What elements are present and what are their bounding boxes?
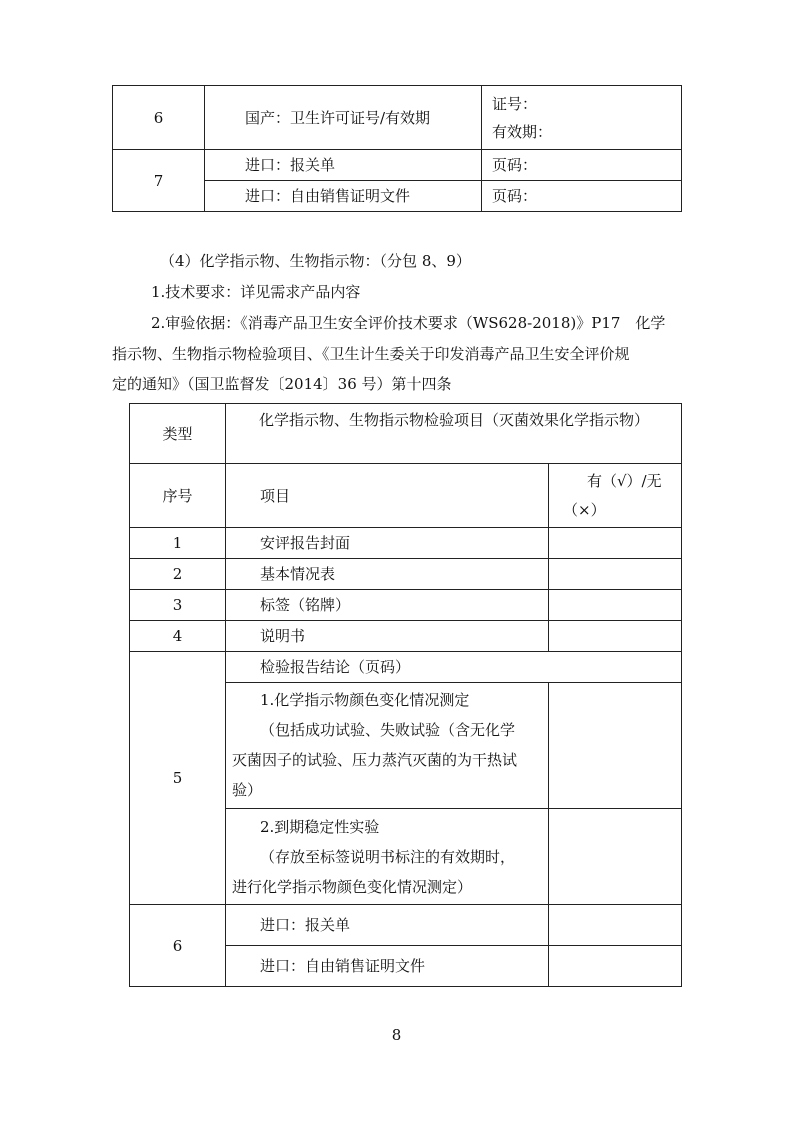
value-cell [482, 86, 682, 150]
row-number: 1 [130, 528, 226, 559]
table-continued [112, 85, 682, 212]
tech-requirement: 1.技术要求：详见需求产品内容 [151, 283, 361, 301]
check-cell[interactable] [549, 809, 682, 905]
item-cell: 标签（铭牌） [226, 590, 549, 621]
cert-number-label: 证号： [492, 94, 538, 113]
check-cell[interactable] [549, 905, 682, 946]
basis-line-1: 2.审验依据：《消毒产品卫生安全评价技术要求（WS628-2018)》P17 化学 [151, 314, 666, 332]
table-row [130, 621, 682, 652]
yes-no-line-1: 有（√）/无 [587, 471, 662, 490]
item-line: 进行化学指示物颜色变化情况测定） [232, 877, 473, 896]
type-label: 类型 [130, 404, 226, 464]
yes-no-line-2: （×） [563, 500, 606, 519]
table-row [113, 86, 682, 150]
row-number: 7 [113, 150, 205, 212]
table-row [130, 590, 682, 621]
table-row [130, 404, 682, 464]
check-cell[interactable] [549, 590, 682, 621]
item-line: 1.化学指示物颜色变化情况测定 [260, 691, 470, 709]
item-header: 项目 [226, 464, 549, 528]
value-cell: 页码： [482, 150, 682, 181]
table-header-row [130, 464, 682, 528]
item-cell [226, 683, 549, 809]
row-number: 6 [130, 905, 226, 987]
row-number: 6 [113, 86, 205, 150]
page-number: 8 [391, 1026, 402, 1044]
section-heading: （4）化学指示物、生物指示物：（分包 8、9） [160, 252, 471, 270]
item-cell: 进口：报关单 [205, 150, 482, 181]
table-row [113, 150, 682, 181]
inspection-items-table [129, 403, 682, 987]
check-cell[interactable] [549, 559, 682, 590]
item-line: 验） [232, 781, 263, 799]
value-cell: 页码： [482, 181, 682, 212]
table-row [130, 528, 682, 559]
row-number: 5 [130, 652, 226, 905]
table-row [130, 652, 682, 683]
item-line: （存放至标签说明书标注的有效期时， [260, 847, 516, 866]
row-number: 2 [130, 559, 226, 590]
check-cell[interactable] [549, 946, 682, 987]
check-cell[interactable] [549, 683, 682, 809]
item-line: （包括成功试验、失败试验（含无化学 [260, 721, 516, 739]
seq-header: 序号 [130, 464, 226, 528]
validity-label: 有效期： [492, 122, 553, 141]
item-cell: 安评报告封面 [226, 528, 549, 559]
item-cell: 国产：卫生许可证号/有效期 [205, 86, 482, 150]
item-cell: 进口：报关单 [226, 905, 549, 946]
basis-line-2: 指示物、生物指示物检验项目、《卫生计生委关于印发消毒产品卫生安全评价规 [112, 345, 630, 363]
yes-no-header [549, 464, 682, 528]
item-line: 2.到期稳定性实验 [260, 817, 380, 836]
table-row [130, 559, 682, 590]
table-row [130, 905, 682, 946]
item-cell: 说明书 [226, 621, 549, 652]
item-line: 灭菌因子的试验、压力蒸汽灭菌的为干热试 [232, 751, 518, 769]
basis-line-3: 定的通知》（国卫监督发〔2014〕36 号）第十四条 [112, 375, 452, 393]
row-number: 4 [130, 621, 226, 652]
row-number: 3 [130, 590, 226, 621]
item-cell: 进口：自由销售证明文件 [205, 181, 482, 212]
item-cell [226, 809, 549, 905]
type-value: 化学指示物、生物指示物检验项目（灭菌效果化学指示物） [226, 404, 682, 464]
check-cell[interactable] [549, 621, 682, 652]
check-cell[interactable] [549, 528, 682, 559]
item-cell: 进口：自由销售证明文件 [226, 946, 549, 987]
item-cell: 基本情况表 [226, 559, 549, 590]
report-conclusion-header: 检验报告结论（页码） [226, 652, 682, 683]
